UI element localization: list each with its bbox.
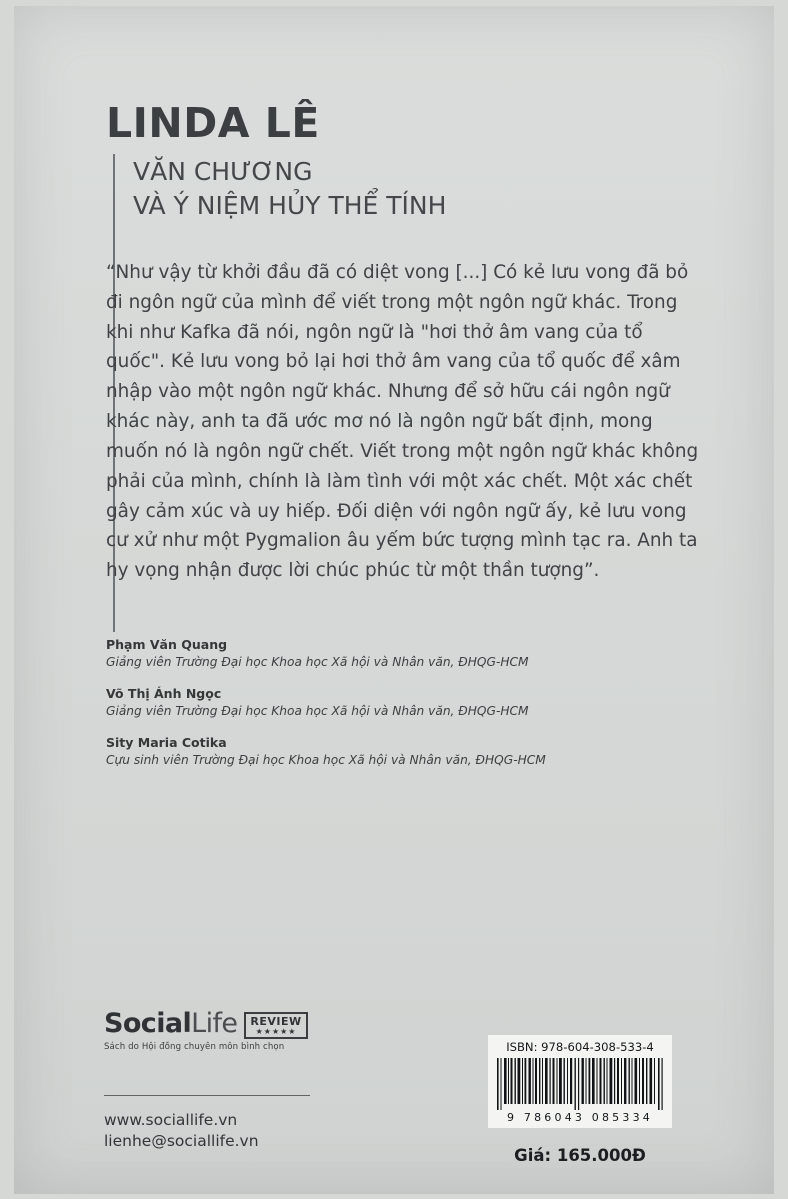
logo-row bbox=[104, 1010, 404, 1039]
list-item bbox=[106, 636, 666, 672]
contributor-role: Giảng viên Trường Đại học Khoa học Xã hội và Nhân văn, ĐHQG-HCM bbox=[106, 703, 529, 718]
publisher-website: www.sociallife.vn bbox=[104, 1111, 238, 1129]
title-block bbox=[106, 99, 706, 222]
contributor-role: Cựu sinh viên Trường Đại học Khoa học Xã hội và Nhân văn, ĐHQG-HCM bbox=[106, 752, 546, 767]
review-stars-icon: ★★★★★ bbox=[255, 1027, 297, 1036]
cover-surface bbox=[14, 6, 774, 1194]
barcode-image bbox=[494, 1058, 666, 1110]
publisher-contact bbox=[104, 1110, 259, 1152]
divider bbox=[104, 1095, 310, 1096]
logo-social-text: Social bbox=[104, 1008, 192, 1039]
contributor-role: Giảng viên Trường Đại học Khoa học Xã hội và Nhân văn, ĐHQG-HCM bbox=[106, 655, 529, 670]
publisher-logo bbox=[104, 1010, 404, 1052]
contributor-name: Phạm Văn Quang bbox=[106, 637, 228, 652]
review-badge-label: REVIEW bbox=[250, 1015, 302, 1028]
contributor-name: Võ Thị Ánh Ngọc bbox=[106, 685, 222, 701]
list-item bbox=[106, 685, 666, 721]
logo-wordmark bbox=[104, 1010, 237, 1037]
blurb-text: “Như vậy từ khởi đầu đã có diệt vong [...] Có kẻ lưu vong đã bỏ đi ngôn ngữ của mình để viết trong một ngôn ngữ khác. Trong khi như Kafka đã nói, ngôn ngữ là "hơi thở âm vang của tổ quốc". Kẻ lưu vong bỏ lại hơi thở âm vang của tổ quốc để xâm nhập vào một ngôn ngữ khác. Nhưng để sở hữu cái ngôn ngữ khác này, anh ta đã ước mơ nó là ngôn ngữ bất định, mong muốn nó là ngôn ngữ chết. Viết trong một ngôn ngữ khác không phải của mình, chính là làm tình với một xác chết. Một xác chết gây cảm xúc và uy hiếp. Đối diện với ngôn ngữ ấy, kẻ lưu vong cư xử như một Pygmalion âu yếm bức tượng mình tạc ra. Anh ta hy vọng nhận được lời chúc phúc từ một thần tượng”. bbox=[106, 262, 699, 582]
publisher-tagline: Sách do Hội đồng chuyên môn bình chọn bbox=[104, 1042, 285, 1052]
publisher-email: lienhe@sociallife.vn bbox=[104, 1131, 259, 1150]
price-label: Giá: 165.000Đ bbox=[514, 1146, 646, 1165]
review-badge bbox=[244, 1012, 307, 1039]
subtitle-line-2: VÀ Ý NIỆM HỦY THỂ TÍNH bbox=[133, 190, 447, 220]
isbn-barcode-block bbox=[488, 1035, 672, 1128]
list-item bbox=[106, 734, 666, 770]
barcode-digits: 9 786043 085334 bbox=[507, 1111, 653, 1124]
isbn-label: ISBN: 978-604-308-533-4 bbox=[506, 1040, 654, 1054]
contributor-name: Sity Maria Cotika bbox=[106, 734, 227, 750]
subtitle-line-1: VĂN CHƯƠNG bbox=[133, 157, 313, 187]
logo-life-text: Life bbox=[191, 1008, 238, 1039]
author-name: LINDA LÊ bbox=[106, 99, 320, 147]
contributor-list bbox=[106, 636, 666, 782]
